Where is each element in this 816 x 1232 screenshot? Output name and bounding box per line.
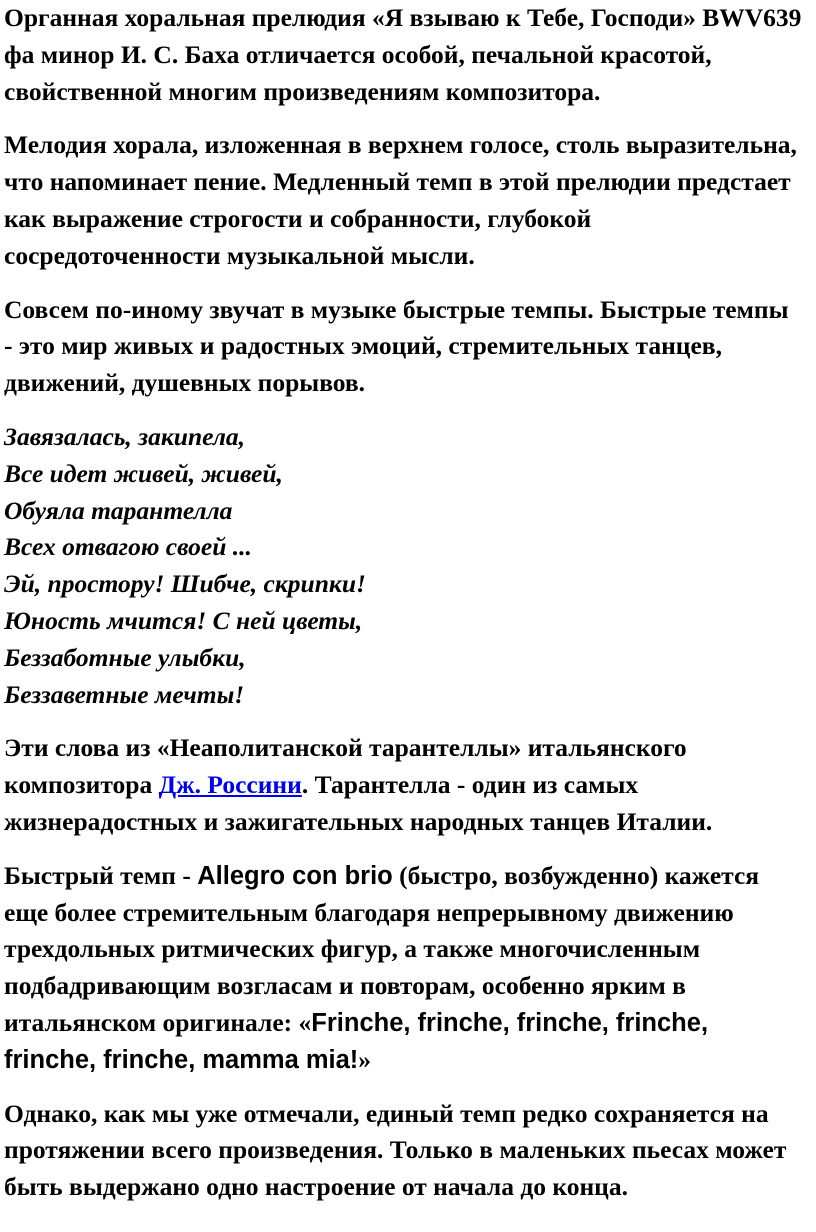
- paragraph-allegro-text-a: Быстрый темп -: [4, 860, 198, 890]
- paragraph-rossini: [4, 730, 802, 840]
- paragraph-single-tempo: Однако, как мы уже отмечали, единый темп редко сохраняется на протяжении всего произведения. Только в маленьких пьесах может быть выдержано одно настроение от начала до конца.: [4, 1098, 787, 1202]
- paragraph-rossini-text-after: . Тарантелла - один из самых жизнерадостных и зажигательных народных танцев Италии.: [4, 770, 713, 836]
- paragraph-allegro-text-c: (быстро, возбужденно) кажется еще более стремительным благодаря непрерывному движению трехдольных ритмических фигур, а также многочисленным подбадривающим возгласам и повторам, особенно ярким в итальянском оригинале: «: [4, 860, 760, 1037]
- poem-line: Беззаветные мечты!: [4, 679, 245, 709]
- rossini-link[interactable]: Дж. Россини: [158, 770, 302, 800]
- paragraph-bach-prelude: Органная хоральная прелюдия «Я взываю к Тебе, Господи» BWV639 фа минор И. С. Баха отличается особой, печальной красотой, свойственной многим произведениям композитора.: [4, 3, 802, 106]
- poem-line: Завязалась, закипела,: [4, 421, 246, 451]
- poem-line: Эй, простору! Шибче, скрипки!: [4, 569, 366, 599]
- paragraph-allegro-text-e: »: [358, 1044, 372, 1074]
- paragraph-rossini-text-before: Эти слова из «Неаполитанской тарантеллы» итальянского композитора: [4, 733, 687, 800]
- poem-line: Обуяла тарантелла: [4, 495, 233, 525]
- poem-line: Юность мчится! С ней цветы,: [4, 605, 363, 635]
- paragraph-chorale-melody: Мелодия хорала, изложенная в верхнем голосе, столь выразительна, что напоминает пение. Медленный темп в этой прелюдии предстает как выражение строгости и собранности, глубокой сосредоточенности музыкальной мысли.: [4, 130, 797, 270]
- poem-line: Все идет живей, живей,: [4, 458, 283, 488]
- paragraph-allegro: [4, 858, 802, 1079]
- poem-tarantella: [4, 419, 802, 713]
- poem-line: Всех отвагою своей ...: [4, 532, 252, 562]
- paragraph-fast-tempos: Совсем по-иному звучат в музыке быстрые темпы. Быстрые темпы - это мир живых и радостных эмоций, стремительных танцев, движений, душевных порывов.: [4, 294, 789, 398]
- poem-line: Беззаботные улыбки,: [4, 642, 246, 672]
- italian-quote: Frinche, frinche, frinche, frinche, frinche, frinche, mamma mia!: [4, 1008, 709, 1074]
- allegro-term: Allegro con brio: [197, 861, 393, 890]
